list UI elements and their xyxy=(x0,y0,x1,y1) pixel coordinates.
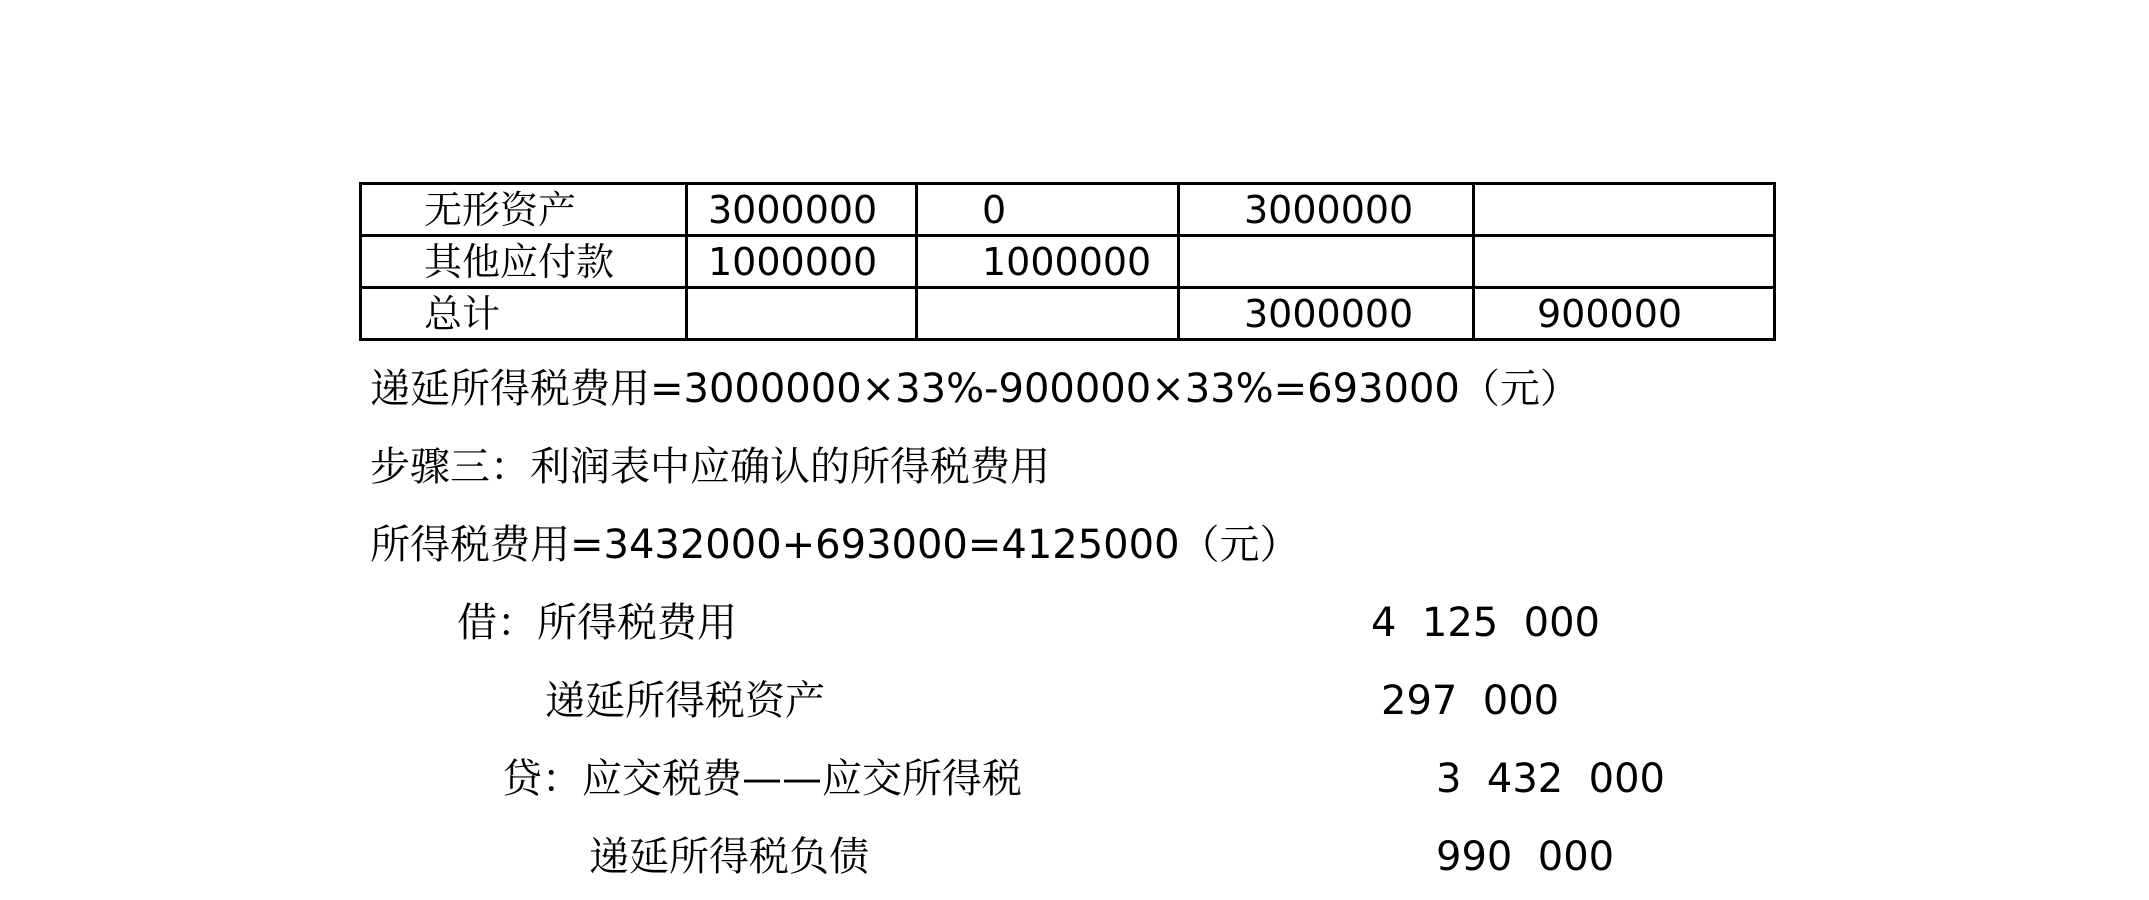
credit-entry-2-label: 递延所得税负债 xyxy=(589,834,869,880)
debit-entry-2-label: 递延所得税资产 xyxy=(545,678,825,724)
credit-entry-2-amount: 990 000 xyxy=(1436,834,1615,880)
table-cell-item: 总计 xyxy=(361,288,687,340)
table-cell-item: 无形资产 xyxy=(361,184,687,236)
table-row xyxy=(361,236,1775,288)
deferred-tax-expense-formula: 递延所得税费用=3000000×33%-900000×33%=693000（元） xyxy=(370,366,1580,412)
table-row xyxy=(361,184,1775,236)
table-cell-item: 其他应付款 xyxy=(361,236,687,288)
table-cell: 3000000 xyxy=(1179,288,1474,340)
debit-entry-2-amount: 297 000 xyxy=(1381,678,1560,724)
table-cell: 0 xyxy=(917,184,1179,236)
table-cell: 3000000 xyxy=(687,184,917,236)
table-cell: 1000000 xyxy=(917,236,1179,288)
table-cell: 1000000 xyxy=(687,236,917,288)
table-cell xyxy=(917,288,1179,340)
table-cell: 3000000 xyxy=(1179,184,1474,236)
table-cell xyxy=(687,288,917,340)
tax-expense-formula: 所得税费用=3432000+693000=4125000（元） xyxy=(370,522,1300,568)
debit-entry-1-label: 借：所得税费用 xyxy=(457,600,737,646)
table-cell: 900000 xyxy=(1474,288,1775,340)
table-row-total xyxy=(361,288,1775,340)
table-cell xyxy=(1179,236,1474,288)
credit-entry-1-label: 贷：应交税费——应交所得税 xyxy=(502,756,1022,802)
table-cell xyxy=(1474,184,1775,236)
tax-difference-table xyxy=(359,182,1776,341)
debit-entry-1-amount: 4 125 000 xyxy=(1371,600,1601,646)
table-cell xyxy=(1474,236,1775,288)
step-three-heading: 步骤三：利润表中应确认的所得税费用 xyxy=(370,444,1050,490)
credit-entry-1-amount: 3 432 000 xyxy=(1436,756,1666,802)
